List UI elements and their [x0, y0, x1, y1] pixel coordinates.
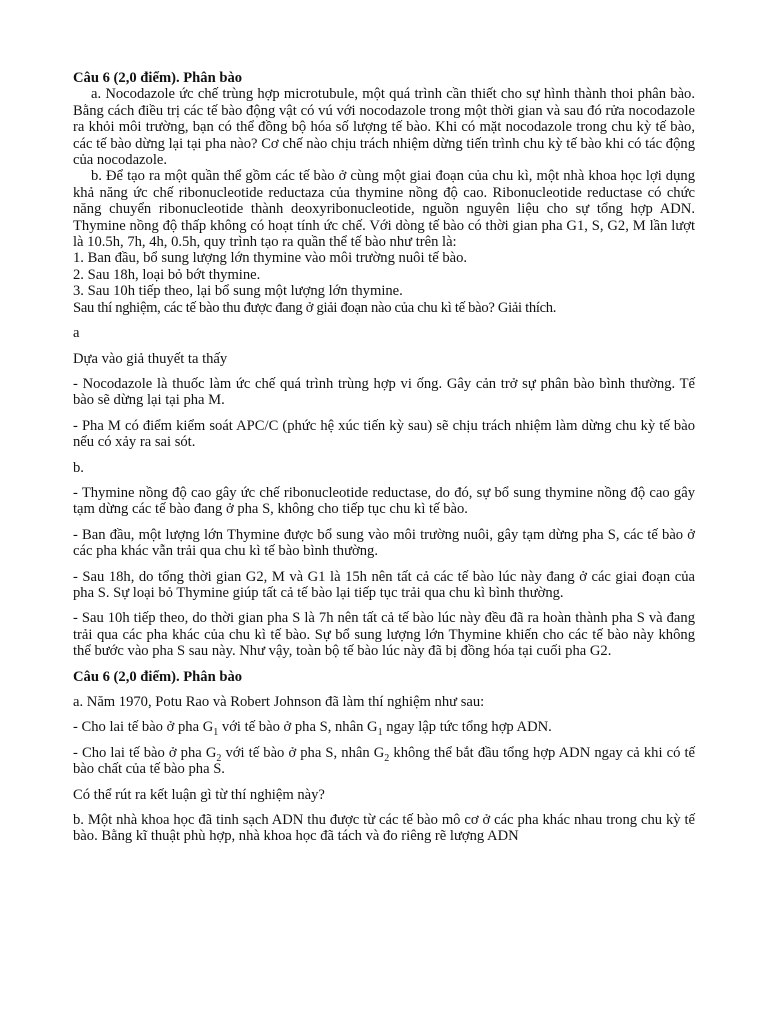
- answer-b-label: b.: [73, 459, 84, 476]
- question-1-final-question: Sau thí nghiệm, các tế bào thu được đang ở giải đoạn nào của chu kì tế bào? Giải thích.: [73, 299, 557, 316]
- answer-a-label: a: [73, 325, 80, 342]
- answer-a-intro: Dựa vào giả thuyết ta thấy: [73, 350, 228, 367]
- procedure-step-1: 1. Ban đầu, bổ sung lượng lớn thymine vào môi trường nuôi tế bào.: [73, 250, 468, 267]
- question-2-title: Câu 6 (2,0 điểm). Phân bào: [73, 668, 243, 685]
- question-1-title: Câu 6 (2,0 điểm). Phân bào: [73, 70, 243, 86]
- question-1a-text: a. Nocodazole ức chế trùng hợp microtubule, một quá trình cần thiết cho sự hình thành thoi phân bào. Bằng cách điều trị các tế bào động vật có vú với nocodazole trong một thời gian và sau đó rửa nocodazole ra khỏi môi trường, bạn có thể đồng bộ hóa số lượng tế bào. Khi có mặt nocodazole trong chu kỳ tế bào, các tế bào dừng lại tại pha nào? Cơ chế nào chịu trách nhiệm dừng tiến trình chu kỳ tế bào khi có tác động của nocodazole.: [73, 86, 695, 169]
- question-2a-line-1: - Cho lai tế bào ở pha $G_1$ với tế bào ở pha S, nhân $G_1$ ngay lập tức tổng hợp ADN.: [73, 719, 552, 739]
- procedure-step-3: 3. Sau 10h tiếp theo, lại bổ sung một lượng lớn thymine.: [73, 283, 403, 300]
- procedure-step-2: 2. Sau 18h, loại bỏ bớt thymine.: [73, 266, 261, 283]
- answer-b-point-4: - Sau 10h tiếp theo, do thời gian pha S là 7h nên tất cả tế bào lúc này đều đã ra hoàn thành pha S và đang trải qua các pha khác của chu kì tế bào. Sự bổ sung lượng lớn Thymine khiến cho các tế bào này không thể bước vào pha S sau này. Như vậy, toàn bộ tế bào lúc này đã bị đồng hóa tại cuối pha G2.: [73, 610, 695, 660]
- answer-b-point-3: - Sau 18h, do tổng thời gian G2, M và G1 là 15h nên tất cả các tế bào lúc này đang ở các giai đoạn của pha S. Sự loại bỏ Thymine giúp tất cả tế bào lại tiếp tục trải qua chu kì bình thường.: [73, 568, 695, 601]
- answer-a-point-1: - Nocodazole là thuốc làm ức chế quá trình trùng hợp vi ống. Gây cản trở sự phân bào bình thường. Tế bào sẽ dừng lại tại pha M.: [73, 375, 695, 409]
- document-page: [73, 70, 695, 845]
- answer-a-point-2: - Pha M có điểm kiểm soát APC/C (phức hệ xúc tiến kỳ sau) sẽ chịu trách nhiệm làm dừng chu kỳ tế bào nếu có xảy ra sai sót.: [73, 417, 695, 451]
- question-2a-line-2: - Cho lai tế bào ở pha $G_2$ với tế bào ở pha S, nhân $G_2$ không thể bắt đầu tổng hợp ADN ngay cả khi có tế bào chất của tế bào pha S.: [73, 744, 696, 778]
- answer-b-point-1: - Thymine nồng độ cao gây ức chế ribonucleotide reductase, do đó, sự bổ sung thymine nồng độ cao gây tạm dừng các tế bào đang ở pha S, không cho tiếp tục chu kì tế bào.: [73, 484, 695, 518]
- question-2a-intro: a. Năm 1970, Potu Rao và Robert Johnson đã làm thí nghiệm như sau:: [73, 694, 485, 710]
- question-2b-text: b. Một nhà khoa học đã tinh sạch ADN thu được từ các tế bào mô cơ ở các pha khác nhau trong chu kỳ tế bào. Bằng kĩ thuật phù hợp, nhà khoa học đã tách và đo riêng rẽ lượng ADN: [73, 812, 695, 845]
- question-1b-text: b. Để tạo ra một quần thể gồm các tế bào ở cùng một giai đoạn của chu kì, một nhà khoa học lợi dụng khả năng ức chế ribonucleotide reductaza của thymine nồng độ cao. Ribonucleotide reductase có chức năng chuyển ribonucleotide thành deoxyribonucleotide, nguồn nguyên liệu cho sự tổng hợp ADN. Thymine nồng độ thấp không có hoạt tính ức chế. Với dòng tế bào có thời gian pha G1, S, G2, M lần lượt là 10.5h, 7h, 4h, 0.5h, quy trình tạo ra quần thể tế bào như trên là:: [73, 168, 695, 251]
- question-2a-conclusion: Có thể rút ra kết luận gì từ thí nghiệm này?: [73, 786, 325, 803]
- answer-b-point-2: - Ban đầu, một lượng lớn Thymine được bổ sung vào môi trường nuôi, gây tạm dừng pha S, các tế bào ở các pha khác vẫn trải qua chu kì tế bào bình thường.: [73, 526, 695, 560]
